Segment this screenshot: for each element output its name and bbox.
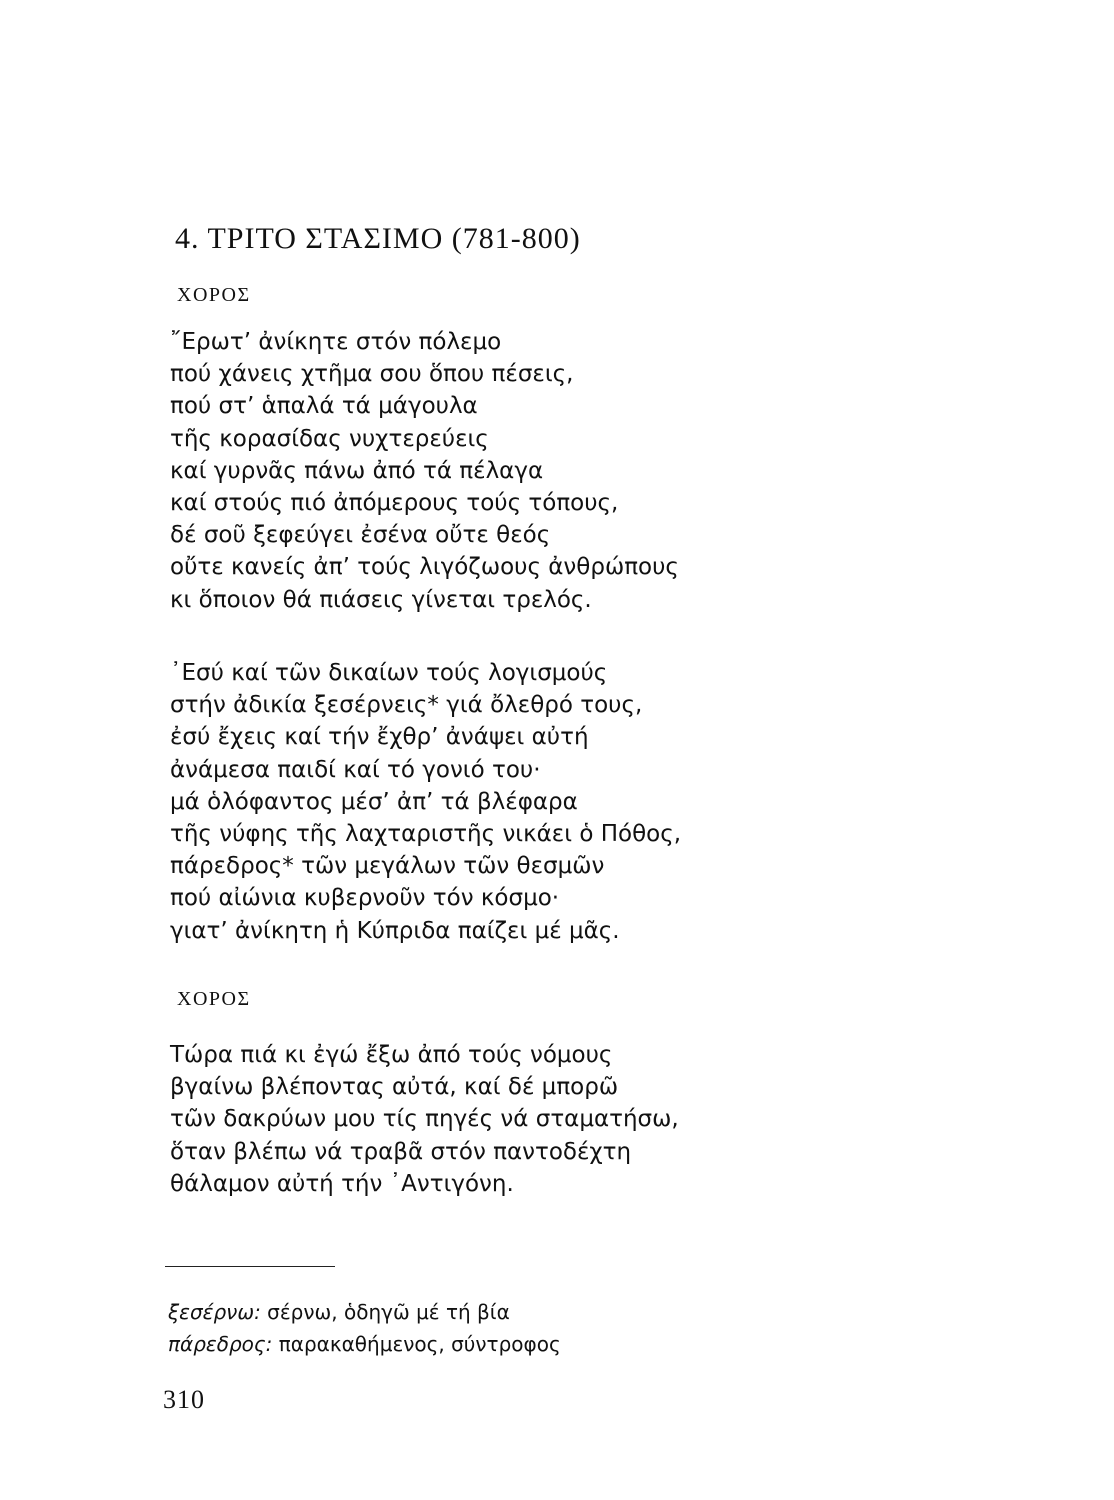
footnote: [168, 1296, 561, 1328]
speaker-label-chorus-1: ΧΟΡΟΣ: [177, 284, 251, 306]
speaker-label-chorus-2: ΧΟΡΟΣ: [177, 988, 251, 1010]
verse-line: γιατ’ ἀνίκητη ἡ Κύπριδα παίζει μέ μᾶς.: [170, 917, 620, 944]
verse-line: ὅταν βλέπω νά τραβᾶ στόν παντοδέχτη: [170, 1138, 632, 1165]
verse-line: ἐσύ ἔχεις καί τήν ἔχθρ’ ἀνάψει αὐτή: [170, 724, 589, 751]
verse-line: καί γυρνᾶς πάνω ἀπό τά πέλαγα: [170, 457, 544, 484]
verse-line: θάλαμον αὐτή τήν ᾿Αντιγόνη.: [170, 1170, 514, 1197]
section-title: 4. ΤΡΙΤΟ ΣΤΑΣΙΜΟ (781-800): [175, 222, 581, 255]
verse-line: στήν ἀδικία ξεσέρνεις* γιά ὄλεθρό τους,: [170, 692, 643, 719]
stanza-1: [170, 326, 679, 616]
page-number: 310: [163, 1385, 205, 1414]
verse-line: ᾿Εσύ καί τῶν δικαίων τούς λογισμούς: [170, 660, 608, 686]
stanza-2: [170, 657, 681, 947]
verse-line: βγαίνω βλέποντας αὐτά, καί δέ μπορῶ: [170, 1074, 619, 1101]
footnote: [168, 1328, 561, 1360]
verse-line: ἀνάμεσα παιδί καί τό γονιό του·: [170, 756, 541, 783]
verse-line: μά ὁλόφαντος μέσ’ ἀπ’ τά βλέφαρα: [170, 788, 578, 815]
footnote-term: ξεσέρνω:: [168, 1300, 261, 1324]
verse-line: πάρεδρος* τῶν μεγάλων τῶν θεσμῶν: [170, 853, 605, 880]
footnotes: [168, 1296, 561, 1360]
verse-line: πού αἰώνια κυβερνοῦν τόν κόσμο·: [170, 885, 560, 912]
verse-line: ῎Ερωτ’ ἀνίκητε στόν πόλεμο: [170, 329, 502, 355]
footnote-definition: σέρνω, ὁδηγῶ μέ τή βία: [267, 1300, 510, 1324]
footnote-term: πάρεδρος:: [168, 1332, 273, 1356]
verse-line: πού χάνεις χτῆμα σου ὅπου πέσεις,: [170, 361, 574, 388]
verse-line: κι ὅποιον θά πιάσεις γίνεται τρελός.: [170, 586, 592, 613]
verse-line: πού στ’ ἁπαλά τά μάγουλα: [170, 393, 478, 420]
verse-line: τῆς νύφης τῆς λαχταριστῆς νικάει ὁ Πόθος,: [170, 821, 682, 848]
verse-line: τῆς κορασίδας νυχτερεύεις: [170, 425, 489, 452]
verse-line: δέ σοῦ ξεφεύγει ἐσένα οὔτε θεός: [170, 522, 551, 549]
footnote-definition: παρακαθήμενος, σύντροφος: [278, 1332, 561, 1356]
verse-line: τῶν δακρύων μου τίς πηγές νά σταματήσω,: [170, 1106, 679, 1133]
verse-line: καί στούς πιό ἀπόμερους τούς τόπους,: [170, 490, 619, 517]
verse-line: οὔτε κανείς ἀπ’ τούς λιγόζωους ἀνθρώπους: [170, 554, 679, 581]
stanza-3: [170, 1039, 679, 1200]
footnote-divider: [165, 1266, 335, 1267]
verse-line: Τώρα πιά κι ἐγώ ἔξω ἀπό τούς νόμους: [170, 1042, 613, 1068]
